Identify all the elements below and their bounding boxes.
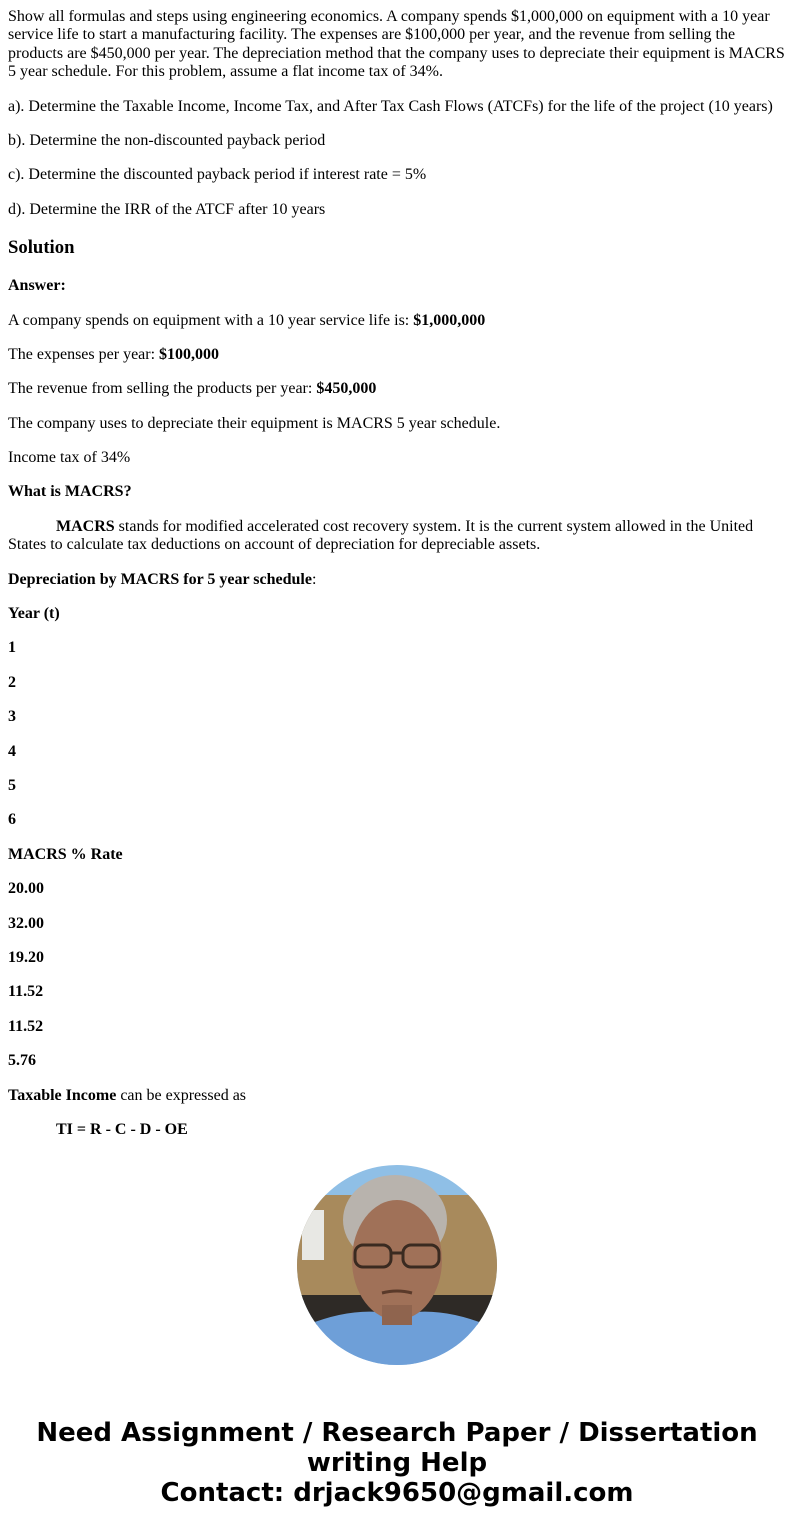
rate-value: 11.52	[8, 1017, 44, 1035]
revenue: The revenue from selling the products per year: $450,000	[8, 380, 377, 398]
taxable-income-formula: TI = R - C - D - OE	[56, 1120, 188, 1138]
footer-contact: Contact: drjack9650@gmail.com	[160, 1478, 634, 1509]
year-value: 5	[8, 776, 16, 794]
year-value: 6	[8, 811, 16, 829]
rate-value: 5.76	[8, 1052, 36, 1070]
answer-label: Answer:	[8, 277, 66, 295]
question-part-b: b). Determine the non-discounted payback period	[8, 131, 326, 149]
rate-value: 11.52	[8, 983, 44, 1001]
year-header: Year (t)	[8, 605, 60, 623]
taxable-income-text: Taxable Income can be expressed as	[8, 1086, 247, 1104]
footer-help-text: Need Assignment / Research Paper / Dissertation writing Help	[36, 1418, 758, 1479]
macrs-line: The company uses to depreciate their equipment is MACRS 5 year schedule.	[8, 414, 501, 432]
question-part-d: d). Determine the IRR of the ATCF after 10 years	[8, 200, 326, 218]
question-part-a: a). Determine the Taxable Income, Income Tax, and After Tax Cash Flows (ATCFs) for the life of the project (10 years)	[8, 97, 773, 115]
what-macrs: What is MACRS?	[8, 483, 132, 501]
avatar	[297, 1165, 497, 1365]
tax-line: Income tax of 34%	[8, 449, 131, 467]
rate-value: 20.00	[8, 880, 44, 898]
macrs-definition: MACRS stands for modified accelerated cost recovery system. It is the current system allowed in the United States to calculate tax deductions on account of depreciation for depreciable assets.	[8, 517, 754, 554]
question-intro: Show all formulas and steps using engineering economics. A company spends $1,000,000 on equipment with a 10 year service life to start a manufacturing facility. The expenses are $100,000 per year, and the revenue from selling the products are $450,000 per year. The depreciation method that the company uses to depreciate their equipment is MACRS 5 year schedule. For this problem, assume a flat income tax of 34%.	[8, 8, 785, 81]
year-value: 4	[8, 742, 16, 760]
rate-header: MACRS % Rate	[8, 845, 123, 863]
author-photo	[8, 1165, 786, 1370]
year-value: 3	[8, 708, 16, 726]
year-value: 2	[8, 673, 16, 691]
depreciation-heading: Depreciation by MACRS for 5 year schedule:	[8, 570, 317, 588]
rate-value: 19.20	[8, 948, 44, 966]
question-part-c: c). Determine the discounted payback period if interest rate = 5%	[8, 166, 427, 184]
year-value: 1	[8, 639, 16, 657]
rate-value: 32.00	[8, 914, 44, 932]
equipment-cost: A company spends on equipment with a 10 year service life is: $1,000,000	[8, 311, 486, 329]
solution-heading: Solution	[8, 237, 75, 259]
footer-banner	[8, 1418, 786, 1508]
expenses: The expenses per year: $100,000	[8, 345, 220, 363]
